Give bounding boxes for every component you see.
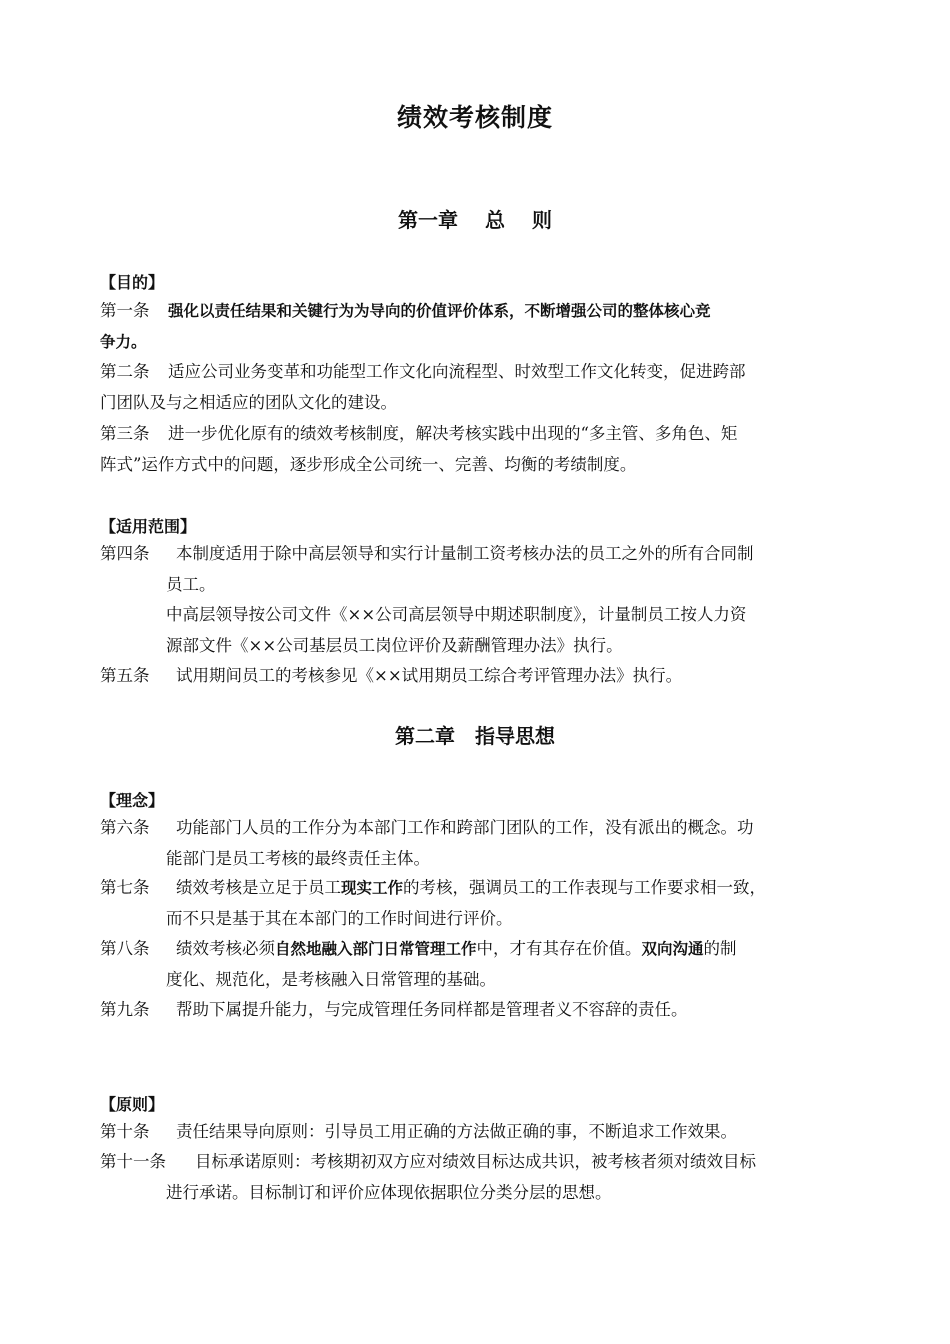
emphasis-text: 双向沟通	[641, 940, 704, 958]
article-9	[100, 994, 852, 1025]
article-3	[100, 418, 852, 480]
article-2	[100, 356, 852, 418]
article-number: 第三条	[100, 424, 150, 443]
article-number: 第五条	[100, 666, 150, 685]
emphasis-text: 现实工作	[341, 879, 404, 897]
article-1	[100, 295, 852, 358]
article-text: 试用期间员工的考核参见《××试用期员工综合考评管理办法》执行。	[176, 666, 683, 685]
section-heading-principle: 【原则】	[100, 1095, 165, 1114]
article-text: 功能部门人员的工作分为本部门工作和跨部门团队的工作，没有派出的概念。功	[176, 818, 754, 837]
article-number: 第八条	[100, 939, 150, 958]
article-number: 第六条	[100, 818, 150, 837]
article-8-line-2: 度化、规范化，是考核融入日常管理的基础。	[166, 970, 496, 989]
article-text-continued: 门团队及与之相适应的团队文化的建设。	[100, 393, 397, 412]
article-number: 第七条	[100, 878, 150, 897]
article-text: 帮助下属提升能力，与完成管理任务同样都是管理者义不容辞的责任。	[176, 1000, 688, 1019]
article-number: 第一条	[100, 301, 150, 320]
article-text: 进一步优化原有的绩效考核制度，解决考核实践中出现的“多主管、多角色、矩	[168, 424, 738, 443]
emphasis-text: 自然地融入部门日常管理工作	[275, 940, 477, 958]
article-11	[100, 1146, 852, 1177]
article-text: 的考核，强调员工的工作表现与工作要求相一致，	[403, 878, 767, 897]
document-title: 绩效考核制度	[396, 103, 553, 132]
article-text: 本制度适用于除中高层领导和实行计量制工资考核办法的员工之外的所有合同制	[176, 544, 754, 563]
article-text: 强化以责任结果和关键行为为导向的价值评价体系，不断增强公司的整体核心竞	[168, 302, 711, 320]
article-10	[100, 1116, 852, 1147]
chapter-1-title: 第一章 总 则	[398, 208, 552, 232]
article-number: 第四条	[100, 544, 150, 563]
article-text: 中，才有其存在价值。	[476, 939, 642, 958]
article-4	[100, 538, 852, 569]
article-6	[100, 812, 852, 843]
article-text: 绩效考核是立足于员工	[176, 878, 341, 897]
section-heading-concept: 【理念】	[100, 791, 165, 810]
article-text: 责任结果导向原则：引导员工用正确的方法做正确的事，不断追求工作效果。	[176, 1122, 737, 1141]
article-11-line-2: 进行承诺。目标制订和评价应体现依据职位分类分层的思想。	[166, 1183, 612, 1202]
article-8	[100, 933, 852, 965]
article-7-line-2: 而不只是基于其在本部门的工作时间进行评价。	[166, 909, 513, 928]
article-number: 第十一条	[100, 1152, 166, 1171]
chapter-2-title: 第二章 指导思想	[395, 724, 555, 748]
article-5	[100, 660, 852, 691]
article-4-line-4: 源部文件《××公司基层员工岗位评价及薪酬管理办法》执行。	[166, 636, 623, 655]
article-6-line-2: 能部门是员工考核的最终责任主体。	[166, 849, 430, 868]
article-number: 第九条	[100, 1000, 150, 1019]
article-number: 第二条	[100, 362, 150, 381]
article-4-line-3: 中高层领导按公司文件《××公司高层领导中期述职制度》，计量制员工按人力资	[166, 605, 747, 624]
article-7	[100, 872, 852, 904]
section-heading-scope: 【适用范围】	[100, 517, 197, 536]
article-text-continued: 阵式”运作方式中的问题，逐步形成全公司统一、完善、均衡的考绩制度。	[100, 455, 637, 474]
article-text: 的制	[703, 939, 737, 958]
section-heading-purpose: 【目的】	[100, 273, 165, 292]
article-text: 目标承诺原则：考核期初双方应对绩效目标达成共识，被考核者须对绩效目标	[195, 1152, 756, 1171]
article-number: 第十条	[100, 1122, 150, 1141]
article-text: 绩效考核必须	[176, 939, 275, 958]
article-text-continued: 争力。	[100, 333, 147, 351]
article-4-line-2: 员工。	[166, 575, 216, 594]
article-text: 适应公司业务变革和功能型工作文化向流程型、时效型工作文化转变，促进跨部	[168, 362, 746, 381]
